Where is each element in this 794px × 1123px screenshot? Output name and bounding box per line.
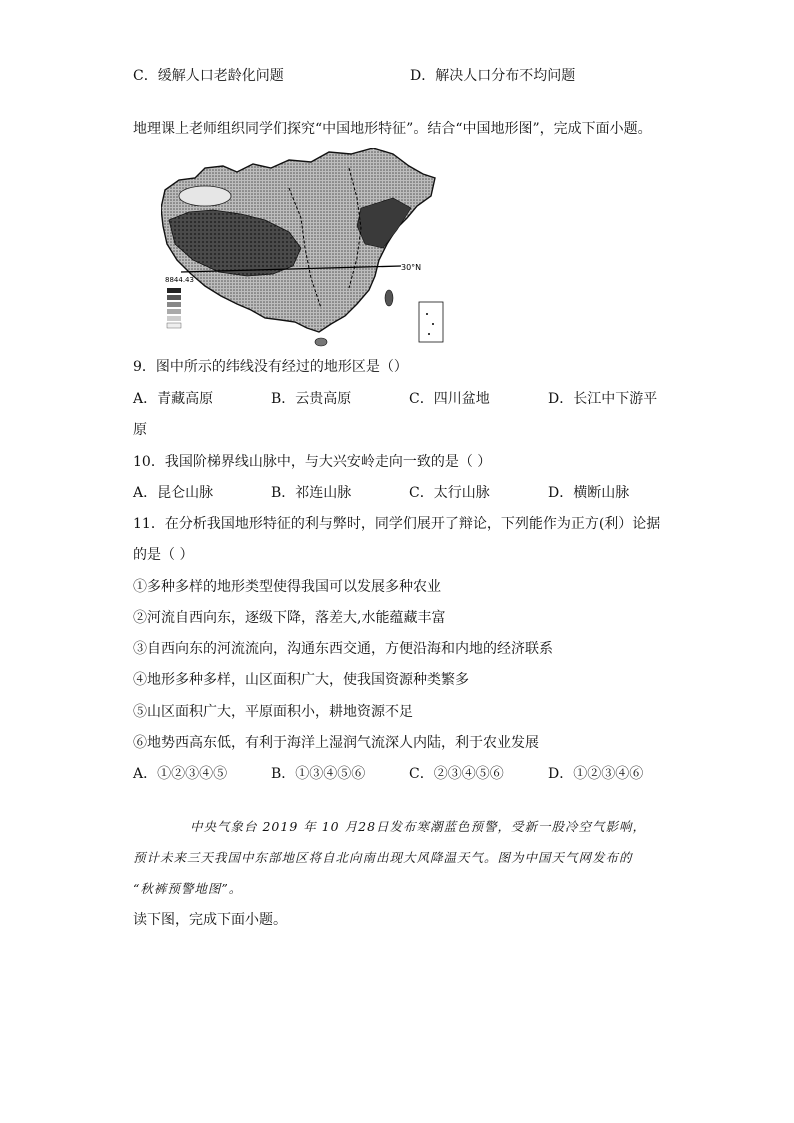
basin-region (179, 186, 231, 206)
q11-option-d: D．①②③④⑥ (548, 766, 644, 782)
prev-option-d: D．解决人口分布不均问题 (410, 68, 576, 84)
legend-swatch (167, 295, 181, 300)
q11-statement-2: ②河流自西向东，逐级下降，落差大,水能蕴藏丰富 (133, 610, 446, 626)
taiwan-island (385, 290, 393, 306)
q9-option-d: D．长江中下游平 (548, 391, 658, 407)
island-dot (426, 313, 428, 315)
intro-text: 地理课上老师组织同学们探究“中国地形特征”。结合“中国地形图”，完成下面小题。 (133, 121, 652, 137)
q11-option-b: B．①③④⑤⑥ (271, 766, 366, 782)
q10-option-d: D．横断山脉 (548, 485, 630, 501)
q10-stem: 10．我国阶梯界线山脉中，与大兴安岭走向一致的是（ ） (133, 454, 492, 470)
q9-option-c: C．四川盆地 (409, 391, 490, 407)
q11-statement-6: ⑥地势西高东低，有利于海洋上湿润气流深人内陆，利于农业发展 (133, 735, 539, 751)
legend-swatch (167, 309, 181, 314)
china-terrain-map-icon (161, 148, 447, 348)
q11-stem-line2: 的是（ ） (133, 547, 194, 563)
passage-line-2: 预计未来三天我国中东部地区将自北向南出现大风降温天气。图为中国天气网发布的 (133, 850, 633, 865)
latitude-label: 30°N (401, 263, 422, 272)
island-dot (428, 333, 430, 335)
prev-option-c: C．缓解人口老龄化问题 (133, 68, 284, 84)
hainan-island (315, 338, 327, 346)
china-terrain-map (161, 148, 447, 348)
q9-option-b: B．云贵高原 (271, 391, 352, 407)
q9-option-d-wrap: 原 (133, 422, 147, 438)
q11-option-c: C．②③④⑤⑥ (409, 766, 504, 782)
elevation-label: 8844.43 (165, 276, 194, 284)
south-sea-inset (419, 302, 443, 342)
q9-option-a: A．青藏高原 (133, 391, 214, 407)
q10-option-b: B．祁连山脉 (271, 485, 352, 501)
passage-line-3: “秋裤预警地图”。 (133, 881, 243, 896)
legend-swatch (167, 302, 181, 307)
q11-statement-1: ①多种多样的地形类型使得我国可以发展多种农业 (133, 579, 441, 595)
q11-statement-5: ⑤山区面积广大，平原面积小，耕地资源不足 (133, 704, 413, 720)
passage-prompt: 读下图，完成下面小题。 (133, 912, 287, 928)
passage-line-1: 中央气象台 2019 年 10 月28日发布寒潮蓝色预警，受新一股冷空气影响， (190, 819, 647, 834)
island-dot (432, 323, 434, 325)
legend-swatch (167, 316, 181, 321)
q10-option-c: C．太行山脉 (409, 485, 490, 501)
q11-stem-line1: 11．在分析我国地形特征的利与弊时，同学们展开了辩论，下列能作为正方(利）论据 (133, 516, 661, 532)
q10-option-a: A．昆仑山脉 (133, 485, 214, 501)
q9-stem: 9．图中所示的纬线没有经过的地形区是（） (133, 359, 408, 375)
q11-option-a: A．①②③④⑤ (133, 766, 228, 782)
legend-swatch (167, 288, 181, 293)
legend-swatch (167, 323, 181, 328)
q11-statement-3: ③自西向东的河流流向，沟通东西交通，方便沿海和内地的经济联系 (133, 641, 553, 657)
q11-statement-4: ④地形多种多样，山区面积广大，使我国资源种类繁多 (133, 672, 469, 688)
